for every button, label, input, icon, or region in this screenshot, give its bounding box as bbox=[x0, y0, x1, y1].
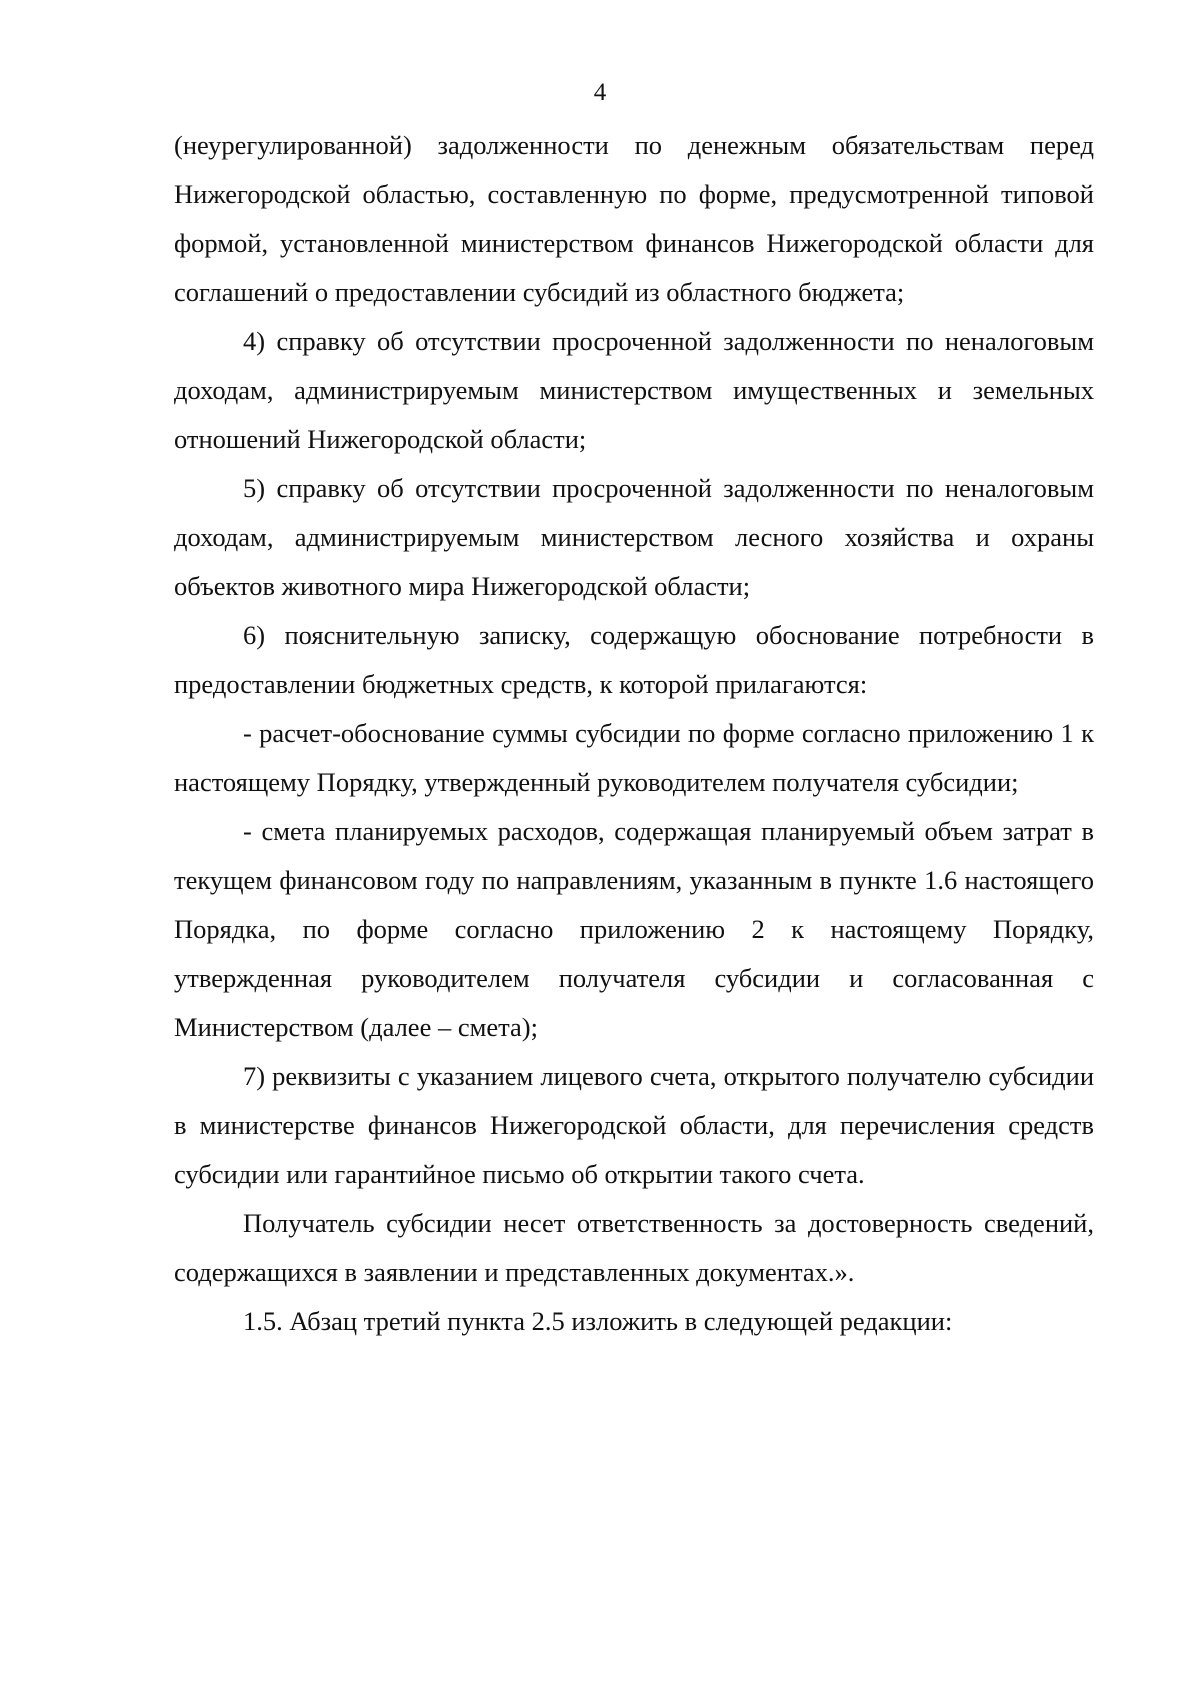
page-number: 4 bbox=[593, 79, 607, 106]
paragraph-item-6-calculation: - расчет-обоснование суммы субсидии по форме согласно приложению 1 к настоящему Порядку, утвержденный руководителем получателя субсидии; bbox=[174, 718, 1094, 797]
document-body bbox=[174, 121, 1094, 1346]
paragraph-item-7: 7) реквизиты с указанием лицевого счета, открытого получателю субсидии в министерстве финансов Нижегородской области, для перечисления средств субсидии или гарантийное письмо об открытии такого счета. bbox=[174, 1061, 1094, 1189]
paragraph-item-6-estimate: - смета планируемых расходов, содержащая планируемый объем затрат в текущем финансовом году по направлениям, указанным в пункте 1.6 настоящего Порядка, по форме согласно приложению 2 к настоящему Порядку, утвержденная руководителем получателя субсидии и согласованная с Министерством (далее – смета); bbox=[174, 816, 1094, 1042]
paragraph-responsibility: Получатель субсидии несет ответственность за достоверность сведений, содержащихся в заявлении и представленных документах.». bbox=[174, 1208, 1094, 1287]
paragraph-item-4: 4) справку об отсутствии просроченной задолженности по неналоговым доходам, администрируемым министерством имущественных и земельных отношений Нижегородской области; bbox=[174, 326, 1094, 454]
paragraph-1-5: 1.5. Абзац третий пункта 2.5 изложить в следующей редакции: bbox=[243, 1306, 953, 1336]
paragraph-item-5: 5) справку об отсутствии просроченной задолженности по неналоговым доходам, администрируемым министерством лесного хозяйства и охраны объектов животного мира Нижегородской области; bbox=[174, 473, 1094, 601]
paragraph-item-6: 6) пояснительную записку, содержащую обоснование потребности в предоставлении бюджетных средств, к которой прилагаются: bbox=[174, 620, 1094, 699]
paragraph-debt-certificate-continuation: (неурегулированной) задолженности по денежным обязательствам перед Нижегородской областью, составленную по форме, предусмотренной типовой формой, установленной министерством финансов Нижегородской области для соглашений о предоставлении субсидий из областного бюджета; bbox=[174, 130, 1094, 307]
